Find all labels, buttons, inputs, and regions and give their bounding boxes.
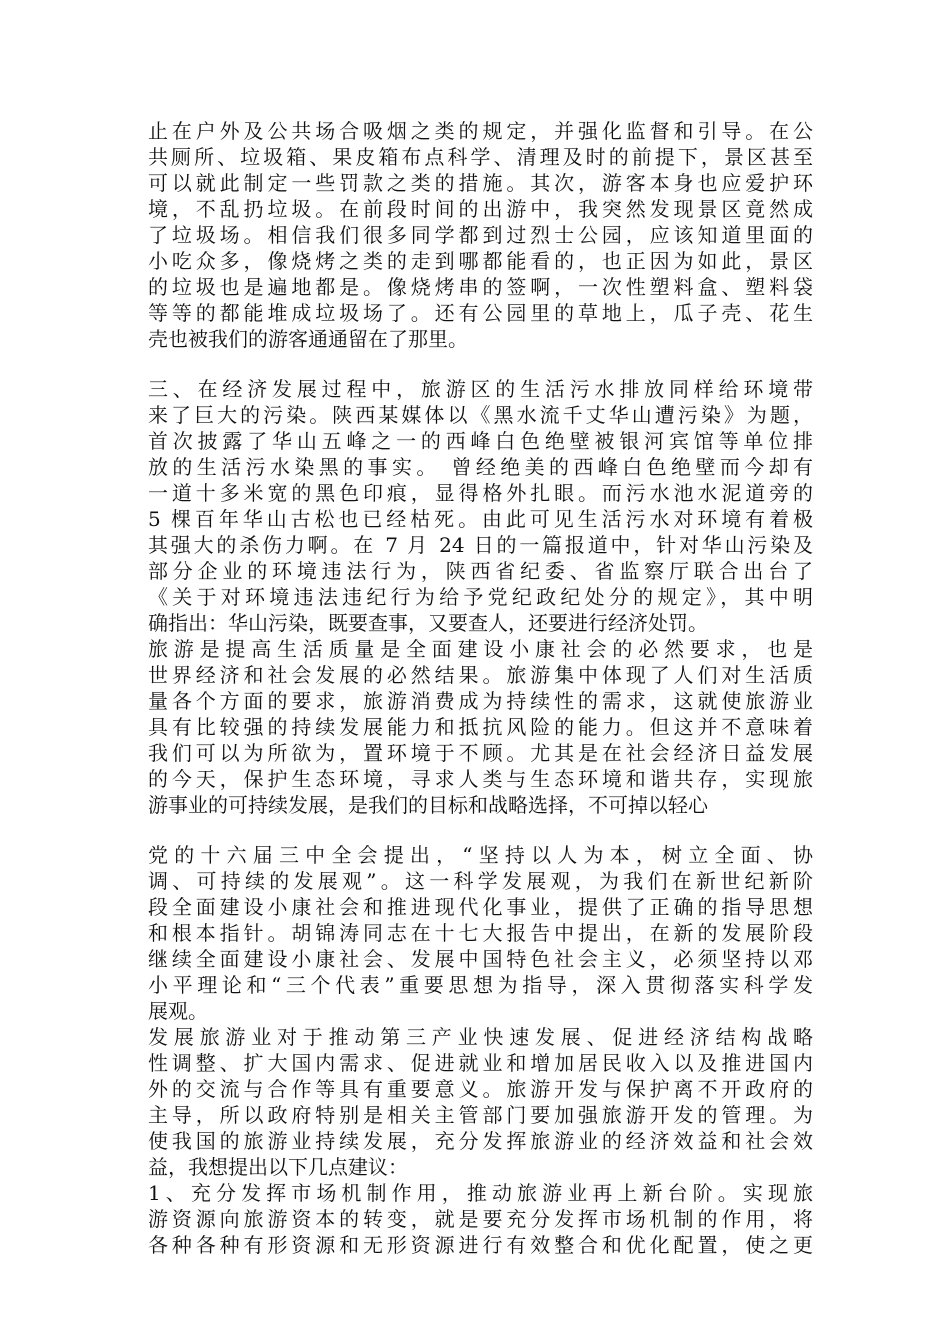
- text-line: 发展旅游业对于推动第三产业快速发展、促进经济结构战略: [148, 1025, 813, 1049]
- text-line: 共厕所、垃圾箱、果皮箱布点科学、清理及时的前提下，景区甚至: [148, 145, 813, 169]
- text-line: 和根本指针。胡锦涛同志在十七大报告中提出，在新的发展阶段: [148, 921, 813, 945]
- text-line: 其强大的杀伤力啊。在 7 月 24 日的一篇报道中，针对华山污染及: [148, 533, 813, 557]
- text-line: 壳也被我们的游客通通留在了那里。: [148, 327, 468, 351]
- paragraph-3: [148, 636, 813, 818]
- text-line: 止在户外及公共场合吸烟之类的规定，并强化监督和引导。在公: [148, 119, 813, 143]
- text-line: 三、在经济发展过程中，旅游区的生活污水排放同样给环境带: [148, 377, 813, 401]
- text-line: 主导，所以政府特别是相关主管部门要加强旅游开发的管理。为: [148, 1103, 813, 1127]
- text-line: 具有比较强的持续发展能力和抵抗风险的能力。但这并不意味着: [148, 715, 813, 739]
- text-line: 游资源向旅游资本的转变，就是要充分发挥市场机制的作用，将: [148, 1207, 813, 1231]
- text-line: 放的生活污水染黑的事实。 曾经绝美的西峰白色绝壁而今却有: [148, 455, 813, 479]
- text-line: 小平理论和“三个代表”重要思想为指导，深入贯彻落实科学发: [148, 973, 813, 997]
- text-line: 确指出：华山污染，既要查事，又要查人，还要进行经济处罚。: [148, 611, 708, 635]
- text-line: 段全面建设小康社会和推进现代化事业，提供了正确的指导思想: [148, 895, 813, 919]
- text-line: 的今天，保护生态环境，寻求人类与生态环境和谐共存，实现旅: [148, 767, 813, 791]
- paragraph-6: [148, 1180, 813, 1258]
- text-line: 了垃圾场。相信我们很多同学都到过烈士公园，应该知道里面的: [148, 223, 813, 247]
- text-line: 党的十六届三中全会提出，“坚持以人为本，树立全面、协: [148, 843, 813, 867]
- text-line: 调、可持续的发展观”。这一科学发展观，为我们在新世纪新阶: [148, 869, 813, 893]
- text-line: 游事业的可持续发展，是我们的目标和战略选择，不可掉以轻心: [148, 793, 708, 817]
- text-line: 《关于对环境违法违纪行为给予党纪政纪处分的规定》，其中明: [148, 585, 813, 609]
- text-line: 部分企业的环境违法行为，陕西省纪委、省监察厅联合出台了: [148, 559, 813, 583]
- text-line: 展观。: [148, 999, 208, 1023]
- text-line: 我们可以为所欲为，置环境于不顾。尤其是在社会经济日益发展: [148, 741, 813, 765]
- text-line: 使我国的旅游业持续发展，充分发挥旅游业的经济效益和社会效: [148, 1129, 813, 1153]
- paragraph-2: [148, 376, 813, 636]
- text-line: 量各个方面的要求，旅游消费成为持续性的需求，这就使旅游业: [148, 689, 813, 713]
- text-line: 继续全面建设小康社会、发展中国特色社会主义，必须坚持以邓: [148, 947, 813, 971]
- text-line: 境，不乱扔垃圾。在前段时间的出游中，我突然发现景区竟然成: [148, 197, 813, 221]
- paragraph-1: [148, 118, 813, 352]
- text-line: 益，我想提出以下几点建议：: [148, 1155, 408, 1179]
- text-line: 可以就此制定一些罚款之类的措施。其次，游客本身也应爱护环: [148, 171, 813, 195]
- paragraph-4: [148, 842, 813, 1024]
- text-line: 各种各种有形资源和无形资源进行有效整合和优化配置，使之更: [148, 1233, 813, 1257]
- text-line: 一道十多米宽的黑色印痕，显得格外扎眼。而污水池水泥道旁的: [148, 481, 813, 505]
- text-line: 小吃众多，像烧烤之类的走到哪都能看的，也正因为如此，景区: [148, 249, 813, 273]
- text-line: 5 棵百年华山古松也已经枯死。由此可见生活污水对环境有着极: [148, 507, 813, 531]
- paragraph-5: [148, 1024, 813, 1180]
- text-line: 1、充分发挥市场机制作用，推动旅游业再上新台阶。实现旅: [148, 1181, 813, 1205]
- text-line: 外的交流与合作等具有重要意义。旅游开发与保护离不开政府的: [148, 1077, 813, 1101]
- text-line: 等等的都能堆成垃圾场了。还有公园里的草地上，瓜子壳、花生: [148, 301, 813, 325]
- text-line: 的垃圾也是遍地都是。像烧烤串的签啊，一次性塑料盒、塑料袋: [148, 275, 813, 299]
- text-line: 首次披露了华山五峰之一的西峰白色绝壁被银河宾馆等单位排: [148, 429, 813, 453]
- text-line: 性调整、扩大国内需求、促进就业和增加居民收入以及推进国内: [148, 1051, 813, 1075]
- text-line: 世界经济和社会发展的必然结果。旅游集中体现了人们对生活质: [148, 663, 813, 687]
- text-line: 旅游是提高生活质量是全面建设小康社会的必然要求，也是: [148, 637, 813, 661]
- text-line: 来了巨大的污染。陕西某媒体以《黑水流千丈华山遭污染》为题，: [148, 403, 813, 427]
